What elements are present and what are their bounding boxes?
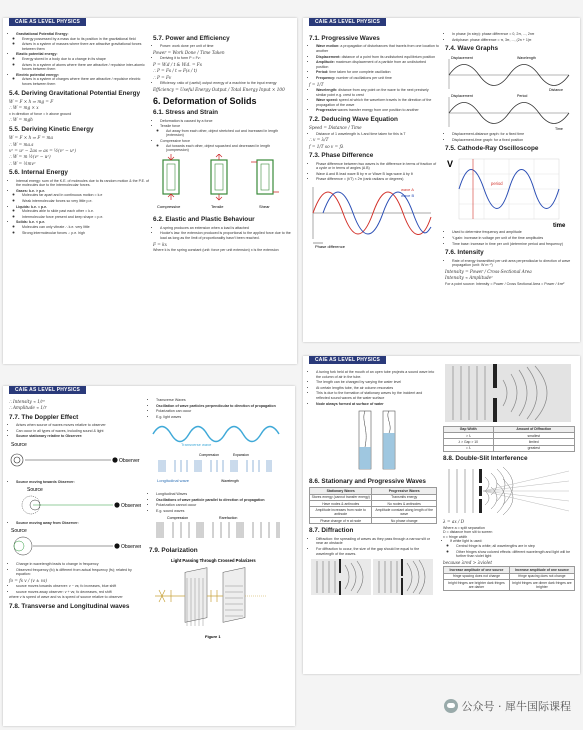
label-wave-b: wave B [401, 192, 415, 198]
compressive-block [163, 154, 179, 200]
doppler-towards-diagram [9, 485, 141, 519]
list-item: ◦ Weak intermolecular forces so very little p.e. [22, 199, 149, 204]
list-item: ◦ Molecules able to slide past each other = k.e. [22, 209, 149, 214]
list-item: • Time base: increase in time per unit (determine period and frequency) [452, 242, 575, 247]
list-item: • Deriving it to form P = Fv: [160, 56, 291, 61]
term: Wavelength: [316, 87, 338, 92]
section-heading-6-1: 6.1. Stress and Strain [153, 109, 218, 117]
list-item: • A spring produces an extension when a load is attached [160, 226, 291, 231]
label-compression: Compression [167, 516, 189, 521]
list-item [316, 55, 439, 60]
resonance-tube-diagram [309, 407, 435, 473]
list-item: • The length can be changed by varying the water level [316, 380, 437, 385]
table-cell: No phase change [372, 517, 437, 523]
table-cell: greatest [493, 445, 574, 451]
page1-left-column [9, 32, 149, 236]
list-item: • Internal energy: sum of the K.E. of molecules due to its random motion & the P.E. of the molecules due to the intermolecular forces. [16, 179, 149, 188]
formula: v² = u² − 2as ⇒ as = ½(v² − u²) [9, 147, 76, 153]
tensile-block [211, 154, 227, 200]
note-text: x in direction of force = h above ground [9, 111, 72, 116]
label-v: V [447, 158, 454, 169]
section-heading-8-7: 8.7. Diffraction [309, 527, 354, 535]
formula: ∴ W = m ½(v² − u²) [9, 154, 51, 160]
label-observer: Observer [121, 503, 141, 510]
page-tag: CAIE AS LEVEL PHYSICS [309, 18, 386, 26]
formula: ∴ W = mg × x [9, 105, 39, 111]
compressive-heading: Compressive force [160, 139, 190, 143]
doppler-stationary-diagram [9, 440, 141, 478]
label-transverse-wave: Transverse wave [181, 442, 212, 448]
watermark-text: 公众号 · 犀牛国际课程 [461, 700, 571, 713]
formula: ∴ W = mgh [9, 117, 33, 123]
list-item: • Used to determine frequency and amplitude [452, 230, 575, 235]
stationary-progressive-table [309, 487, 437, 524]
page3-right-column [149, 398, 289, 642]
list-item: • This is due to the formation of stationary waves by the incident and reflected sound waves at the water surface [316, 391, 437, 400]
label-wavelength: Wavelength [517, 55, 536, 60]
page2-left-column [309, 32, 439, 251]
section-heading-7-9: 7.9. Polarization [149, 546, 198, 554]
label-source: Source [11, 442, 27, 448]
list-item: • Observed frequency (fo) is different from actual frequency (fs); related by equation: [16, 568, 143, 577]
list-item: • At certain lengths tube, the air column resonates [316, 386, 437, 391]
section-heading-7-6: 7.6. Intensity [445, 249, 484, 257]
shear-block [251, 160, 279, 194]
definition: distance of a point from its undisturbed equilibrium position [340, 54, 436, 59]
list-item: ◦ Other fringes show colored effects: different wavelength and light will be further than violet light [456, 550, 575, 559]
list-item: • Node always formed at surface of water [316, 402, 437, 407]
watermark [444, 698, 572, 714]
polarizer-1 [185, 568, 207, 626]
notes-page-2 [303, 18, 580, 342]
table-row [310, 507, 437, 518]
list-item: • Diffraction: the spreading of waves as they pass through a narrow slit or near an obstacle [316, 537, 437, 546]
list-item: ◦ Arises in a system of masses where there are attractive gravitational forces between them [22, 42, 149, 51]
list-item: • Source moving towards Observer: [16, 480, 143, 485]
label-time: time [553, 222, 566, 229]
notes-page-1 [3, 18, 297, 364]
page2-right-column [445, 32, 575, 286]
formula: ∴ W = ½mv² [9, 160, 36, 166]
formula: F = kx [153, 241, 167, 247]
formula: W = F × h ⇒ F = ma [9, 135, 53, 141]
section-heading-5-7: 5.7. Power and Efficiency [153, 35, 230, 42]
formula: Intensity ∝ Amplitude² [445, 275, 493, 281]
list-item: ◦ Act away from each other, object stretched out and increased in length (extension) [166, 129, 291, 138]
formula: f = 1/T so v = fλ [309, 143, 344, 149]
list-item: • Displacement-distance graph: for a fixed time [452, 132, 575, 137]
note-text: Where a = split separation [443, 525, 485, 530]
list-item: • Y-gain: increase in voltage per unit of the time amplitudes [452, 236, 575, 241]
term: Frequency: [316, 75, 336, 80]
section-heading-7-7: 7.7. The Doppler Effect [9, 413, 79, 421]
page-tag: CAIE AS LEVEL PHYSICS [9, 386, 86, 394]
gap-width-table [443, 426, 575, 453]
definition: time taken for one complete oscillation [328, 70, 391, 75]
table-cell: Amplitude increases from node to antinode [310, 507, 372, 518]
term: Displacement: [316, 54, 341, 59]
list-item: • In phase (in step): phase difference = 0, 2π, ..., 2nπ [452, 32, 575, 37]
table-cell: Amplitude constant along length of the wave [372, 507, 437, 518]
deformation-diagram [153, 154, 289, 212]
term: Amplitude: [316, 60, 335, 65]
list-item: • Deformation is caused by a force [160, 119, 291, 124]
list-item-text: If white light is used: [450, 539, 483, 544]
formula: because λred > λviolet [443, 559, 493, 565]
label-displacement-2: Displacement [451, 93, 473, 98]
table-row [444, 579, 575, 590]
list-item: • E.g. sound waves [156, 509, 289, 514]
list-item [316, 98, 439, 107]
wave-graphs-diagram [445, 55, 573, 131]
label-observer: Observer [119, 458, 140, 464]
term: Period: [316, 70, 329, 75]
elastic-pe-heading: Elastic potential energy: [16, 52, 58, 57]
term: Wave speed: [316, 98, 338, 103]
polarizer-2 [223, 568, 245, 623]
phase-difference-diagram [309, 183, 435, 249]
list-item [316, 108, 439, 113]
list-item: • A tuning fork held at the mouth of an open tube projects a sound wave into the column of air in the tube. [316, 370, 437, 379]
table-row [310, 517, 437, 523]
page1-right-column [153, 32, 291, 253]
table-cell: Transmits energy [372, 494, 437, 500]
table-row [444, 445, 575, 451]
list-item: • Phase difference = (t/T) × 2π (rank radians or degrees) [316, 177, 439, 182]
formula: ∴ P = Fv [153, 74, 172, 80]
term: Progressive [316, 108, 337, 113]
list-item: • Rate of energy transmitted per unit area perpendicular to direction of wave propagation (unit: W m⁻²) [452, 259, 575, 268]
diffraction-diagram [309, 557, 435, 597]
list-item [316, 60, 439, 69]
list-item: • Oscillations of wave particle parallel to direction of propagation [156, 498, 289, 503]
wechat-icon [444, 699, 458, 713]
table-cell: bright fringes are brighter dark fringes are darker [444, 579, 510, 590]
gases-heading: Gases: k.e. > p.e. [16, 188, 46, 193]
amplitude-table [443, 566, 575, 590]
electric-pe-heading: Electric potential energy: [16, 72, 59, 77]
table-cell: Stores energy (cannot transfer energy) [310, 494, 372, 500]
section-heading-7-4: 7.4. Wave Graphs [445, 45, 499, 53]
list-item: ◦ Strong intermolecular forces ∴ p.e. high [22, 231, 149, 236]
compression-rarefaction-diagram [149, 514, 287, 542]
page4-left-column [309, 370, 437, 599]
list-item: • Oscillation of wave particles perpendicular to direction of propagation [156, 404, 289, 409]
section-heading-7-8: 7.8. Transverse and Longitudinal waves [9, 602, 130, 610]
label-tensile: Tensile [211, 203, 224, 209]
list-item: • For diffraction to occur, the size of the gap should be equal to the wavelength of the waves. [316, 547, 437, 556]
formula: ∴ Amplitude ∝ 1/r [9, 405, 47, 411]
list-item: • Longitudinal Waves [156, 492, 289, 497]
solids-heading: Solids: k.e. < p.e. [16, 220, 46, 225]
list-item: • Antiphase: phase difference = π, 3π, ..., (2n + 1)π [452, 38, 575, 43]
list-item: • Displacement-time graph: for a fixed position [452, 138, 575, 143]
table-cell: Have nodes & antinodes [310, 500, 372, 506]
table-cell: limited [493, 439, 574, 445]
section-heading-7-2: 7.2. Deducing Wave Equation [309, 115, 398, 123]
figure-caption: Figure 1 [205, 634, 221, 640]
section-heading-7-5: 7.5. Cathode-Ray Oscilloscope [445, 145, 539, 153]
page4-right-column [443, 362, 575, 591]
list-item [316, 70, 439, 75]
list-item [316, 88, 439, 97]
transverse-longitudinal-diagram [149, 420, 287, 490]
list-item: ◦ Molecules far apart and in continuous motion = k.e [22, 193, 149, 198]
page-tag: CAIE AS LEVEL PHYSICS [309, 356, 386, 364]
list-item: • Distance of 1 wavelength is λ and time taken for this is T [316, 132, 439, 137]
list-item [450, 539, 575, 558]
list-item: ◦ Arises in a system of atoms where there are attractive / repulsive inter-atomic forces between them [22, 63, 149, 72]
section-heading-5-5: 5.5. Deriving Kinetic Energy [9, 125, 94, 133]
label-expansion: Expansion [233, 453, 249, 458]
list-item: • Polarization can occur [156, 409, 289, 414]
list-item: ◦ Intermolecular force present and keep shape = p.e. [22, 215, 149, 220]
label-wave-a: wave A [401, 186, 414, 192]
note-text: D = distance from slit to screen [443, 530, 493, 535]
longitudinal-wave-lines [159, 460, 271, 472]
formula: ∴ W = ma.s [9, 141, 34, 147]
doppler-away-diagram [9, 526, 141, 560]
table-cell: λ > Gap > 10 [444, 439, 494, 445]
table-cell: Amount of Diffraction [493, 426, 574, 432]
list-item: • E.g. light waves [156, 415, 289, 420]
label-wavelength: Wavelength [221, 479, 239, 484]
list-item [316, 44, 439, 53]
label-period: Period [517, 93, 528, 98]
list-item: ◦ Arises in a system of charges where there are attractive / repulsive electric forces between them [22, 77, 149, 86]
double-slit-diagram [443, 465, 573, 517]
label-rarefaction: Rarefaction [219, 516, 238, 521]
section-heading-5-4: 5.4. Deriving Gravitational Potential Energy [9, 89, 141, 97]
list-item: • Change in wavelength leads to change in frequency [16, 562, 143, 567]
list-item [316, 76, 439, 81]
formula: λ = ax / D [443, 519, 465, 525]
definition: waves transfer energy from one position to another [336, 108, 419, 113]
table-cell: Increase amplitude of one source [509, 567, 574, 573]
list-item: • Can occur in all types of waves, including sound & light [16, 429, 143, 434]
page-tag: CAIE AS LEVEL PHYSICS [9, 18, 86, 26]
definition: speed at which the waveform travels in the direction of the propagation of the wave [316, 98, 432, 107]
transverse-wave-curve [153, 427, 279, 442]
table-cell: bright fringes are dimer dark fringes are brighter [509, 579, 574, 590]
table-cell: No nodes & antinodes [372, 500, 437, 506]
definition: number of oscillations per unit time [335, 75, 392, 80]
list-item: ◦ Molecules can only vibrate ∴ k.e. very little [22, 225, 149, 230]
list-item: • Efficiency: ratio of (useful) output energy of a machine to the input energy [160, 81, 291, 86]
formula: P = W.d / t & W.d. = Fs [153, 62, 202, 67]
formula: ∴ P = Fs / t ⇒ F(s / t) [153, 68, 198, 74]
label-distance: Distance [549, 87, 563, 92]
list-item: ◦ Act towards each other, object squashed and decreased in length (compression) [166, 144, 291, 153]
formula: Efficiency = Useful Energy Output / Total Energy Input × 100 [153, 86, 285, 92]
list-item: ◦ Central fringe is white; all wavelengths are in step [456, 544, 575, 549]
formula: Speed = Distance / Time [309, 125, 362, 131]
section-heading-6-2: 6.2. Elastic and Plastic Behaviour [153, 216, 255, 224]
table-cell: ≈ λ [444, 445, 494, 451]
tensile-heading: Tensile force [160, 124, 181, 129]
polarization-title: Light Passing Through Crossed Polarizers [171, 558, 256, 564]
list-item: • Source moving away from Observer: [16, 521, 143, 526]
grav-pe-heading: Gravitational Potential Energy: [16, 32, 69, 36]
table-cell: Increase amplitude of one source [444, 567, 510, 573]
list-item: • Polarization cannot occur [156, 503, 289, 508]
list-item: • source moves towards observer: v − vs; fo increases, blue shift [16, 584, 143, 589]
label-compression: Compression [199, 453, 219, 458]
label-source: Source [27, 487, 43, 494]
formula: ∴ v = λ/T [309, 137, 329, 143]
formula: f = 1/T [309, 81, 324, 87]
label-source: Source [11, 528, 27, 535]
list-item: • Phase difference between two waves is the difference in terms of fraction of a cycle or in terms of angles (A B) [316, 162, 439, 171]
polarization-diagram [149, 556, 287, 640]
note-text: Where k is the spring constant (unit: force per unit extension) x is the extension [153, 247, 279, 252]
term: Wave motion: [316, 44, 340, 49]
table-cell: Stationary Waves [310, 488, 372, 494]
list-item: • Transverse Waves [156, 398, 289, 403]
list-item: • Source stationary relative to Observer: [16, 434, 143, 439]
label-phase-difference: Phase difference [315, 243, 345, 249]
table-cell: > λ [444, 432, 494, 438]
list-item: • Hooke's law: the extension produced is proportional to the applied force due to the load as long as the limit of proportionality hasn't been reached. [160, 231, 291, 240]
list-item: • source moves away observer: v + vs; fo decreases, red shift [16, 590, 143, 595]
label-compressive: Compressive [157, 203, 181, 209]
label-shear: Shear [259, 203, 270, 209]
label-observer: Observer [121, 544, 141, 551]
table-cell: fringe spacing does not change [509, 573, 574, 579]
list-item: • Power: work done per unit of time [160, 44, 291, 49]
notes-page-4 [303, 356, 580, 674]
section-heading-8-6: 8.6. Stationary and Progressive Waves [309, 477, 426, 485]
table-cell: Progressive Waves [372, 488, 437, 494]
formula: W = F × h ⇒ mg = F [9, 98, 54, 104]
label-longitudinal-wave: Longitudinal wave [157, 478, 190, 484]
formula: Intensity = Power / Cross-Sectional Area [445, 268, 532, 274]
definition: distance from any point on the wave to the next precisely similar point e.g. crest to crest [316, 87, 429, 97]
label-period: period [491, 180, 503, 186]
section-heading-8-8: 8.8. Double-Slit Interference [443, 455, 528, 463]
chapter-heading-6: 6. Deformation of Solids [153, 96, 257, 107]
page3-left-column [9, 398, 143, 612]
list-item: ◦ Energy possessed by a mass due to its position in the gravitational field [22, 37, 149, 42]
notes-page-3 [3, 386, 295, 726]
table-cell: fringe spacing does not change [444, 573, 510, 579]
definition: a propagation of disturbances that travels from one location to another [316, 44, 439, 53]
list-item: • Arises when source of waves moves relative to observer [16, 423, 143, 428]
list-item: • Wave A and B lead wave B by π or Wave B lags wave A by θ [316, 172, 439, 177]
cro-diagram [445, 155, 573, 229]
definition: maximum displacement of a particle from an undisturbed position [316, 60, 427, 69]
table-cell: Gap Width [444, 426, 494, 432]
formula: fo = fs v / (v ± vs) [9, 577, 48, 583]
section-heading-7-3: 7.3. Phase Difference [309, 152, 374, 160]
label-time: Time [555, 126, 563, 131]
table-cell: Phase change of π at node [310, 517, 372, 523]
note-text: where v is speed of wave and vs is speed of source relative to observer [9, 595, 123, 600]
section-heading-7-1: 7.1. Progressive Waves [309, 35, 380, 42]
label-displacement: Displacement [451, 55, 473, 60]
formula: Power = Work Done / Time Taken [153, 50, 225, 55]
wave-gap-diagram [443, 362, 573, 424]
liquids-heading: Liquids: k.e. ≈ p.e. [16, 204, 48, 209]
formula: ∴ Intensity ∝ 1/r² [9, 399, 45, 404]
note-text: x = fringe width [443, 534, 468, 539]
note-text: For a point source: Intensity = Power / Cross Sectional Area = Power / 4πr² [445, 281, 565, 286]
table-cell: smallest [493, 432, 574, 438]
section-heading-5-6: 5.6. Internal Energy [9, 169, 68, 177]
list-item: ◦ Energy stored in a body due to a change in its shape [22, 57, 149, 62]
